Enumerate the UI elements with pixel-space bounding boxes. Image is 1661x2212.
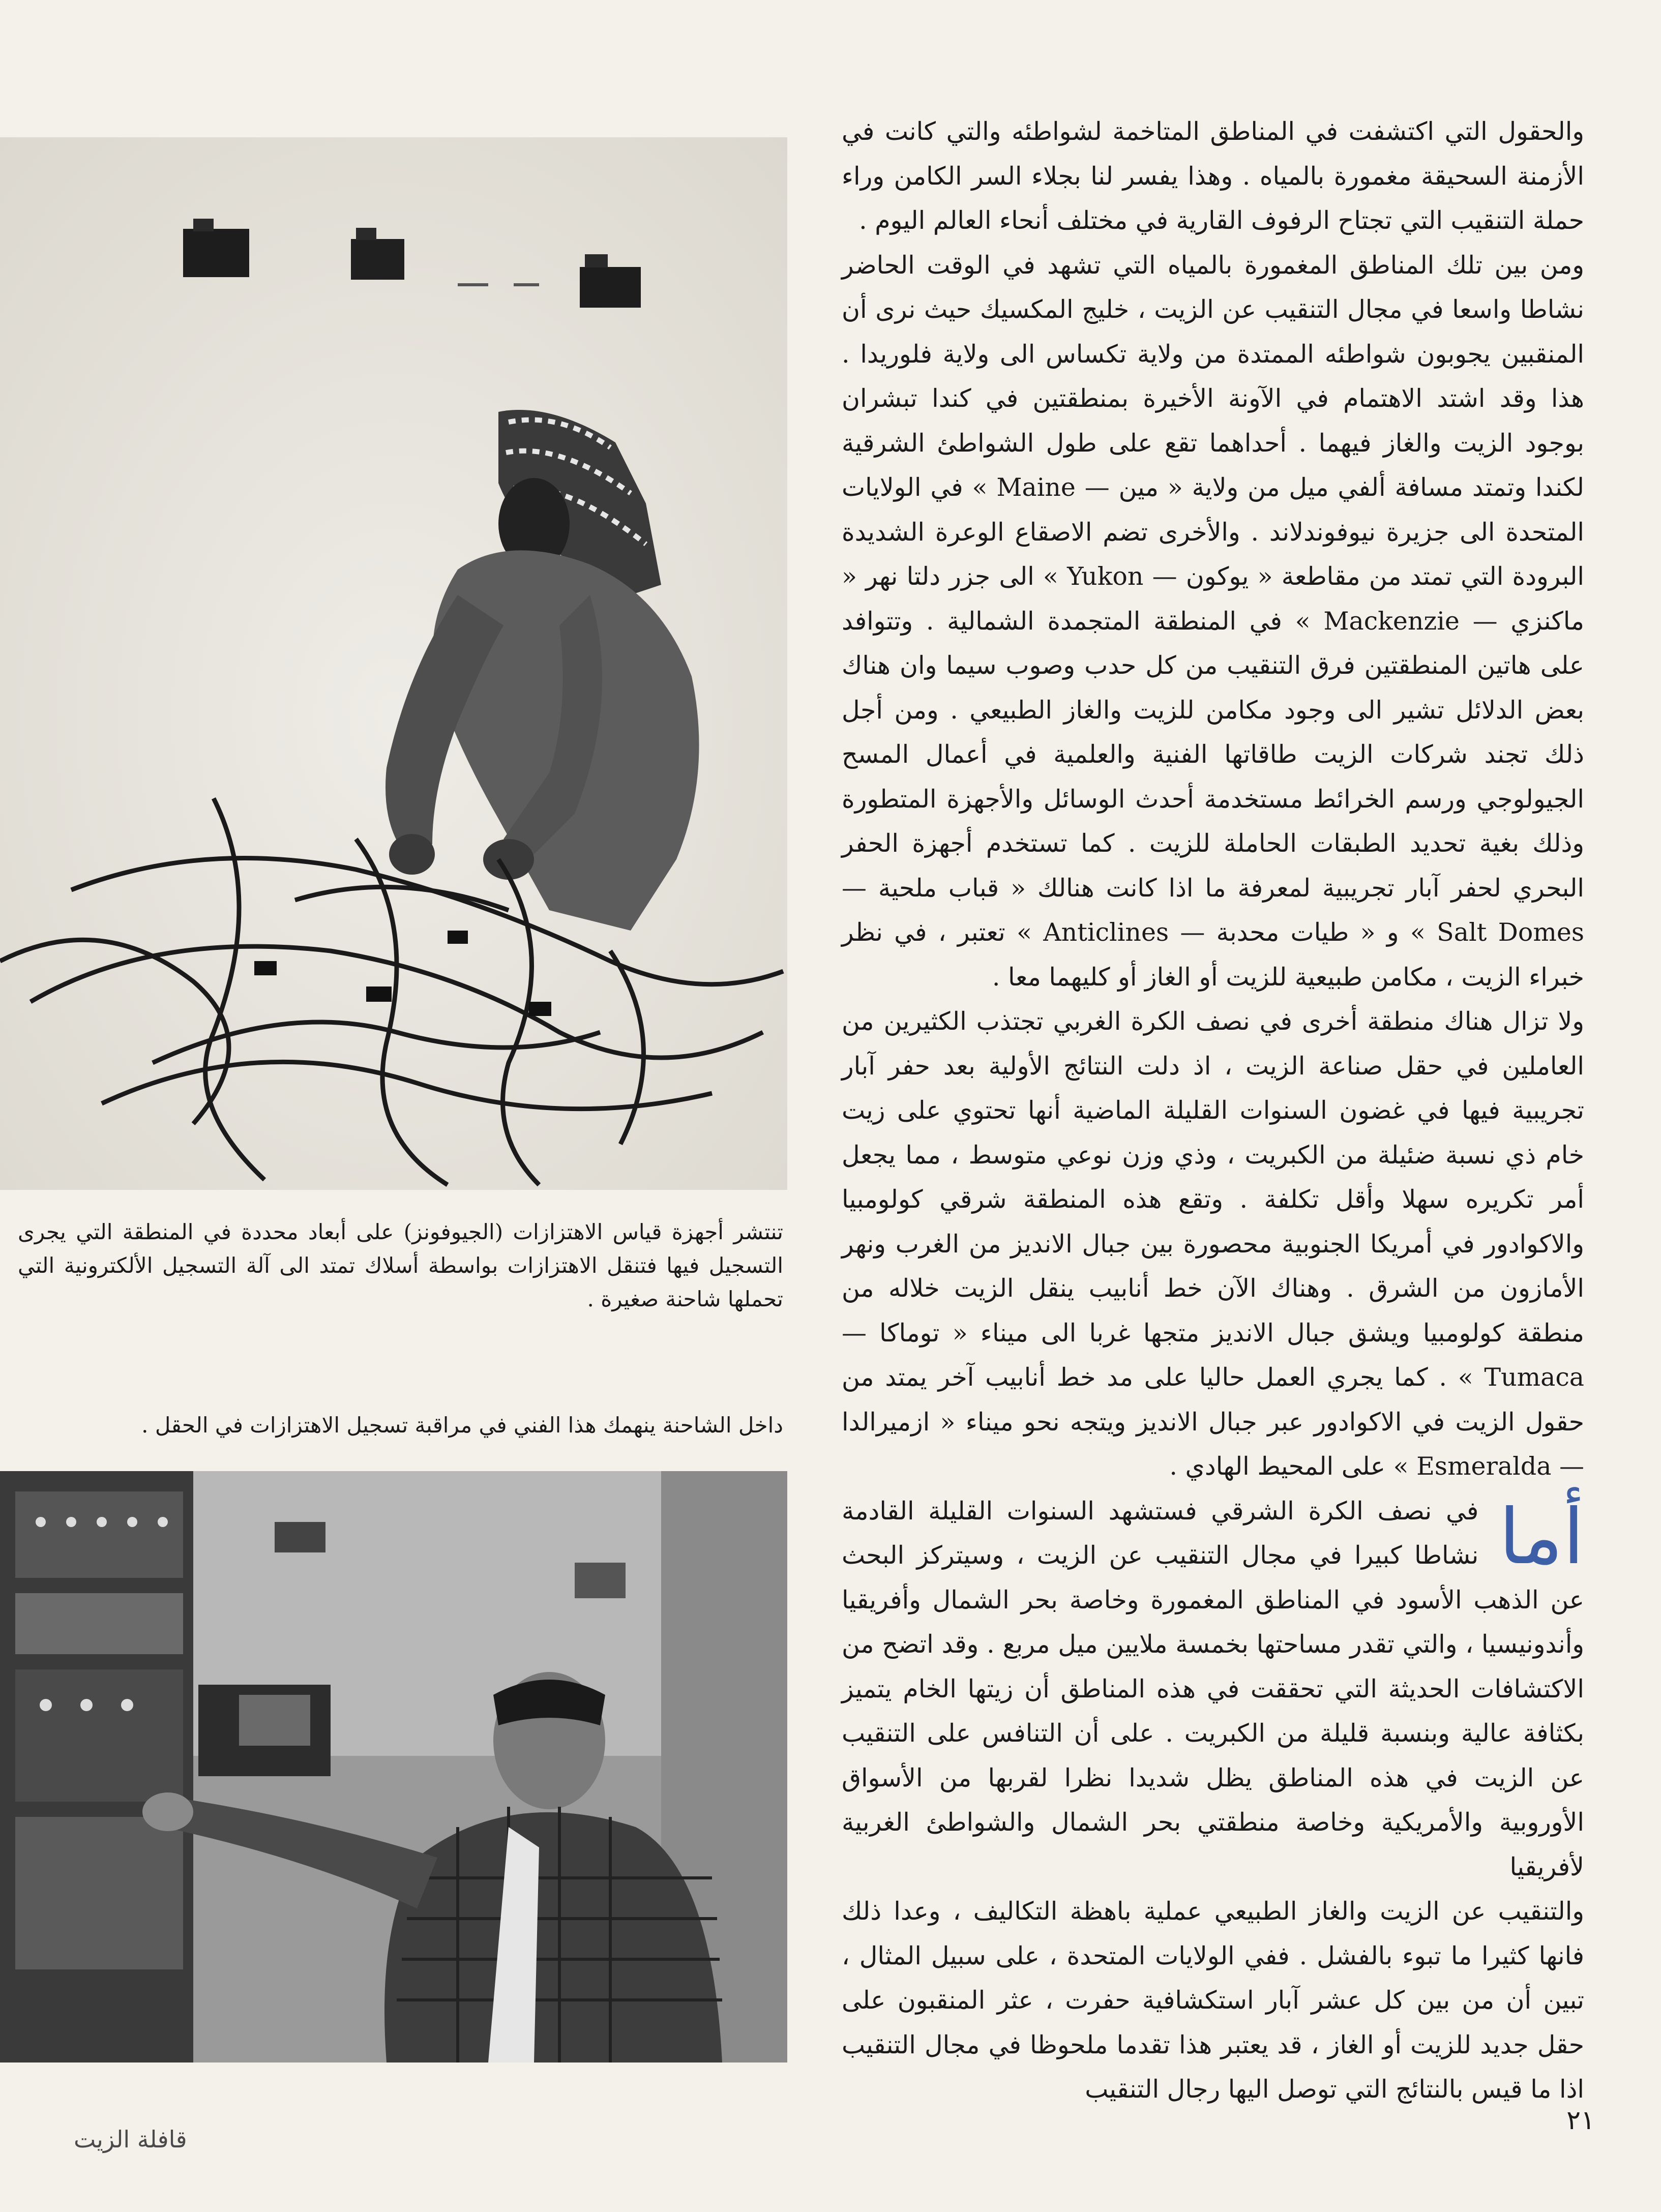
magazine-name: قافلة الزيت bbox=[74, 2126, 187, 2153]
article-paragraph: ومن بين تلك المناطق المغمورة بالمياه التي تشهد في الوقت الحاضر نشاطا واسعا في مجال التنقيب عن الزيت ، خليج المكسيك حيث نرى أن المنقبين يجوبون شواطئه الممتدة من ولاية تكساس الى ولاية فلوريدا . هذا وقد اشتد الاهتمام في الآونة الأخيرة بمنطقتين في كندا تبشران بوجود الزيت والغاز فيهما . أحداهما تقع على طول الشواطئ الشرقية لكندا وتمتد مسافة ألفي ميل من ولاية « مين — Maine » في الولايات المتحدة الى جزيرة نيوفوندلاند . والأخرى تضم الاصقاع الوعرة الشديدة البرودة التي تمتد من مقاطعة « يوكون — Yukon » الى جزر دلتا نهر « ماكنزي — Mackenzie » في المنطقة المتجمدة الشمالية . وتتوافد على هاتين المنطقتين فرق التنقيب من كل حدب وصوب سيما وان هناك بعض الدلائل تشير الى وجود مكامن للزيت والغاز الطبيعي . ومن أجل ذلك تجند شركات الزيت طاقاتها الفنية والعلمية في أعمال المسح الجيولوجي ورسم الخرائط مستخدمة أحدث الوسائل والأجهزة المتطورة وذلك بغية تحديد الطبقات الحاملة للزيت . كما تستخدم أجهزة الحفر البحري لحفر آبار تجريبية لمعرفة ما اذا كانت هنالك « قباب ملحية — Salt Domes » و « طيات محدبة — Anticlines » تعتبر ، في نظر خبراء الزيت ، مكامن طبيعية للزيت أو الغاز أو كليهما معا . bbox=[842, 250, 1585, 992]
article-paragraph bbox=[842, 1489, 1584, 1890]
caption-bottom bbox=[18, 1409, 783, 1442]
caption-top-text: تنتشر أجهزة قياس الاهتزازات (الجيوفونز) على أبعاد محددة في المنطقة التي يجرى التسجيل فيها فتنقل الاهتزازات بواسطة أسلاك تمتد الى آلة التسجيل الألكترونية التي تحملها شاحنة صغيرة . bbox=[18, 1219, 783, 1311]
drop-cap: أما bbox=[1499, 1492, 1584, 1581]
photo-geophone-worker bbox=[0, 137, 787, 1190]
article-paragraph-text: في نصف الكرة الشرقي فستشهد السنوات القليلة القادمة نشاطا كبيرا في مجال التنقيب عن الزيت ، وسيتركز البحث عن الذهب الأسود في المناطق المغمورة وخاصة بحر الشمال وأفريقيا وأندونيسيا ، والتي تقدر مساحتها بخمسة ملايين ميل مربع . وقد اتضح من الاكتشافات الحديثة التي تحققت في هذه المناطق أن زيتها الخام يتميز بكثافة عالية وبنسبة قليلة من الكبريت . على أن التنافس على التنقيب عن الزيت في هذه المناطق يظل شديدا نظرا لقربها من الأسواق الأوروبية والأمريكية وخاصة منطقتي بحر الشمال والشواطئ الغربية لأفريقيا bbox=[842, 1496, 1584, 1881]
article-paragraph: والحقول التي اكتشفت في المناطق المتاخمة لشواطئه والتي كانت في الأزمنة السحيقة مغمورة بالمياه . وهذا يفسر لنا بجلاء السر الكامن وراء حملة التنقيب التي تجتاح الرفوف القارية في مختلف أنحاء العالم اليوم . bbox=[842, 117, 1584, 235]
caption-top bbox=[18, 1215, 783, 1316]
article-body bbox=[842, 109, 1584, 2112]
article-paragraph: والتنقيب عن الزيت والغاز الطبيعي عملية باهظة التكاليف ، وعدا ذلك فانها كثيرا ما تبوء بالفشل . ففي الولايات المتحدة ، على سبيل المثال ، تبين أن من بين كل عشر آبار استكشافية حفرت ، عثر المنقبون على حقل جديد للزيت أو الغاز ، قد يعتبر هذا تقدما ملحوظا في مجال التنقيب اذا ما قيس بالنتائج التي توصل اليها رجال التنقيب bbox=[842, 1897, 1584, 2104]
page-number: ٢١ bbox=[1566, 2105, 1595, 2136]
caption-bottom-text: داخل الشاحنة ينهمك هذا الفني في مراقبة تسجيل الاهتزازات في الحقل . bbox=[141, 1413, 783, 1438]
article-paragraph: ولا تزال هناك منطقة أخرى في نصف الكرة الغربي تجتذب الكثيرين من العاملين في حقل صناعة الزيت ، اذ دلت النتائج الأولية بعد حفر آبار تجريبية فيها في غضون السنوات القليلة الماضية أنها تحتوي على زيت خام ذي نسبة ضئيلة من الكبريت ، وذي وزن نوعي متوسط ، مما يجعل أمر تكريره سهلا وأقل تكلفة . وتقع هذه المنطقة شرقي كولومبيا والاكوادور في أمريكا الجنوبية محصورة بين جبال الانديز من الغرب ونهر الأمازون من الشرق . وهناك الآن خط أنابيب ينقل الزيت خلاله من منطقة كولومبيا ويشق جبال الانديز متجها غربا الى ميناء « توماكا — Tumaca » . كما يجري العمل حاليا على مد خط أنابيب آخر يمتد من حقول الزيت في الاكوادور عبر جبال الانديز ويتجه نحو ميناء « ازميرالدا — Esmeralda » على المحيط الهادي . bbox=[842, 1007, 1584, 1481]
photo-truck-technician bbox=[0, 1471, 787, 2062]
